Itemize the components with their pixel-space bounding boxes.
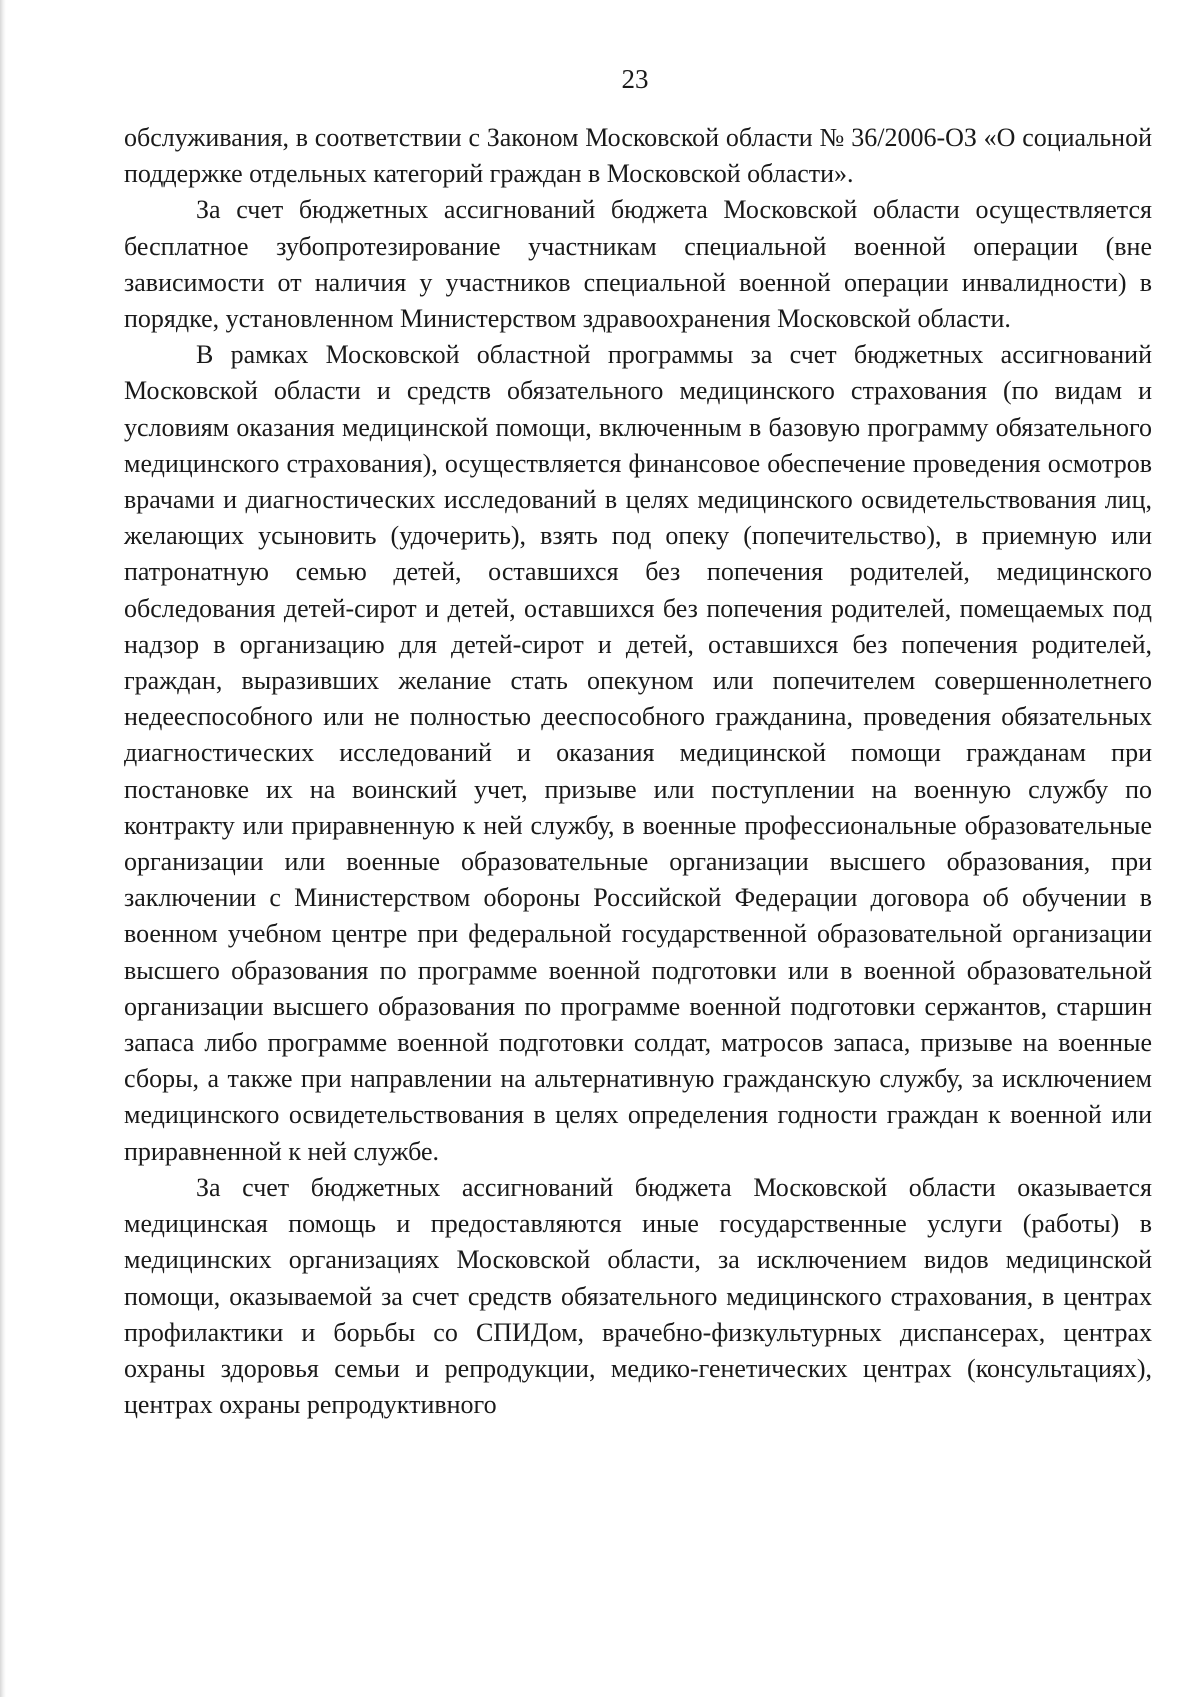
document-body [124, 120, 1152, 1423]
paragraph-medical-examinations: В рамках Московской областной программы за счет бюджетных ассигнований Московской области и средств обязательного медицинского страхования (по видам и условиям оказания медицинской помощи, включенным в базовую программу обязательного медицинского страхования), осуществляется финансовое обеспечение проведения осмотров врачами и диагностических исследований в целях медицинского освидетельствования лиц, желающих усыновить (удочерить), взять под опеку (попечительство), в приемную или патронатную семью детей, оставшихся без попечения родителей, медицинского обследования детей-сирот и детей, оставшихся без попечения родителей, помещаемых под надзор в организацию для детей-сирот и детей, оставшихся без попечения родителей, граждан, выразивших желание стать опекуном или попечителем совершеннолетнего недееспособного или не полностью дееспособного гражданина, проведения обязательных диагностических исследований и оказания медицинской помощи гражданам при постановке их на воинский учет, призыве или поступлении на военную службу по контракту или приравненную к ней службу, в военные профессиональные образовательные организации или военные образовательные организации высшего образования, при заключении с Министерством обороны Российской Федерации договора об обучении в военном учебном центре при федеральной государственной образовательной организации высшего образования по программе военной подготовки или в военной образовательной организации высшего образования по программе военной подготовки сержантов, старшин запаса либо программе военной подготовки солдат, матросов запаса, призыве на военные сборы, а также при направлении на альтернативную гражданскую службу, за исключением медицинского освидетельствования в целях определения годности граждан к военной или приравненной к ней службе. [124, 340, 1152, 1166]
paragraph-dental-prosthetics: За счет бюджетных ассигнований бюджета Московской области осуществляется бесплатное зубопротезирование участникам специальной военной операции (вне зависимости от наличия у участников специальной военной операции инвалидности) в порядке, установленном Министерством здравоохранения Московской области. [124, 195, 1152, 334]
page-number: 23 [621, 64, 649, 94]
paragraph-continuation: обслуживания, в соответствии с Законом Московской области № 36/2006-ОЗ «О социальной поддержке отдельных категорий граждан в Московской области». [124, 123, 1152, 189]
paragraph-budget-medical-care: За счет бюджетных ассигнований бюджета Московской области оказывается медицинская помощь и предоставляются иные государственные услуги (работы) в медицинских организациях Московской области, за исключением видов медицинской помощи, оказываемой за счет средств обязательного медицинского страхования, в центрах профилактики и борьбы со СПИДом, врачебно-физкультурных диспансерах, центрах охраны здоровья семьи и репродукции, медико-генетических центрах (консультациях), центрах охраны репродуктивного [124, 1172, 1152, 1420]
scan-edge-shadow [0, 0, 6, 1697]
